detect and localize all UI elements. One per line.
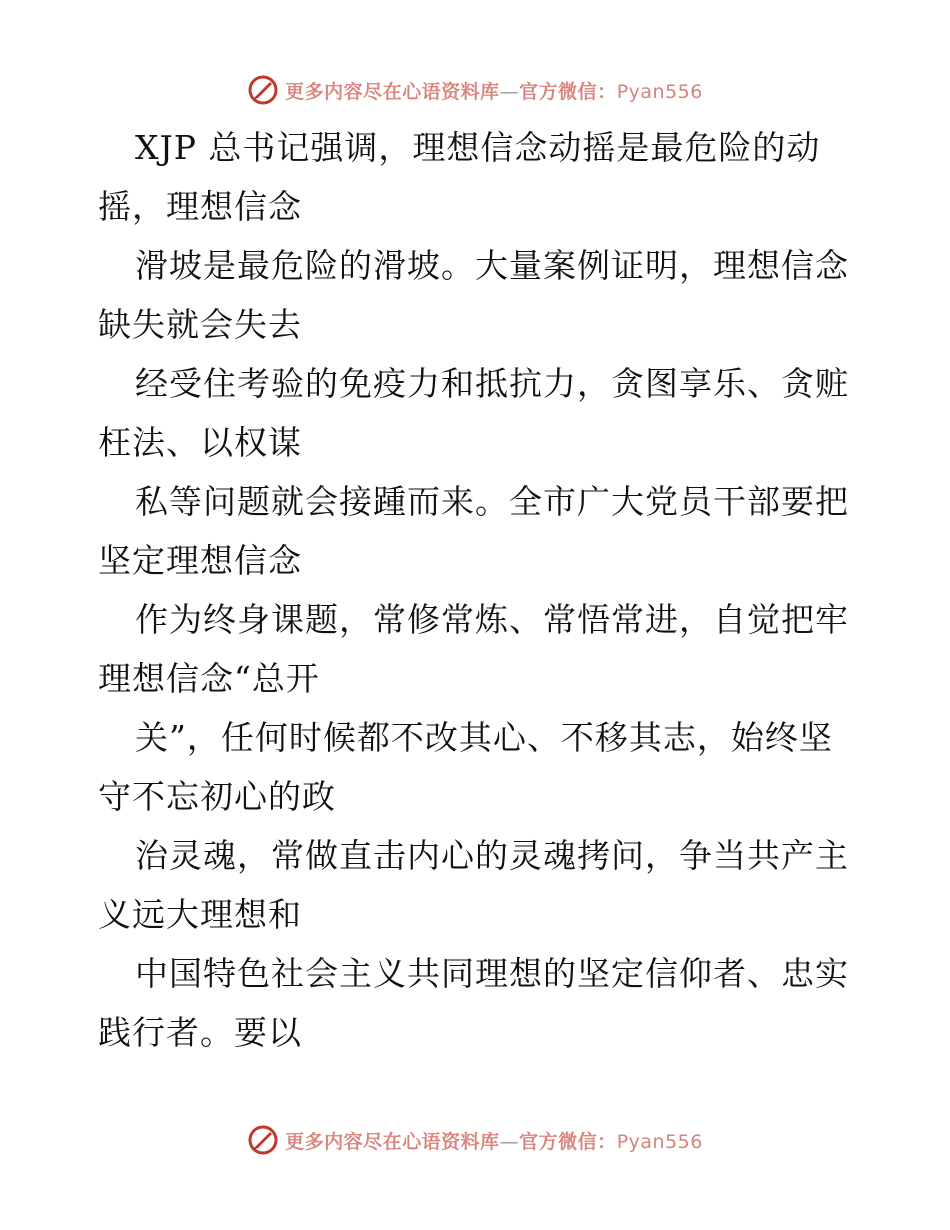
- document-body: [98, 118, 858, 1062]
- document-line: 治灵魂，常做直击内心的灵魂拷问，争当共产主: [135, 836, 849, 875]
- document-line: 理想信念“总开: [98, 659, 320, 698]
- quill-logo-icon: [247, 74, 279, 106]
- document-line: 滑坡是最危险的滑坡。大量案例证明，理想信念: [135, 246, 849, 285]
- document-line: 中国特色社会主义共同理想的坚定信仰者、忠实: [135, 954, 849, 993]
- document-line: 关”，任何时候都不改其心、不移其志，始终坚: [135, 718, 833, 757]
- document-line: 经受住考验的免疫力和抵抗力，贪图享乐、贪赃: [135, 364, 849, 403]
- document-line: 践行者。要以: [98, 1013, 302, 1052]
- document-line: 作为终身课题，常修常炼、常悟常进，自觉把牢: [135, 600, 849, 639]
- quill-logo-icon: [247, 1124, 279, 1156]
- document-line: 摇，理想信念: [98, 187, 302, 226]
- footer-watermark: [0, 1120, 950, 1160]
- document-line: 私等问题就会接踵而来。全市广大党员干部要把: [135, 482, 849, 521]
- watermark-text: 更多内容尽在心语资料库—官方微信：Pyan556: [285, 80, 703, 103]
- document-line: 坚定理想信念: [98, 541, 302, 580]
- document-line: XJP 总书记强调，理想信念动摇是最危险的动: [135, 128, 821, 167]
- document-line: 义远大理想和: [98, 895, 302, 934]
- document-line: 缺失就会失去: [98, 305, 302, 344]
- document-line: 枉法、以权谋: [98, 423, 302, 462]
- header-watermark: [0, 70, 950, 110]
- watermark-text: 更多内容尽在心语资料库—官方微信：Pyan556: [285, 1130, 703, 1153]
- document-line: 守不忘初心的政: [98, 777, 336, 816]
